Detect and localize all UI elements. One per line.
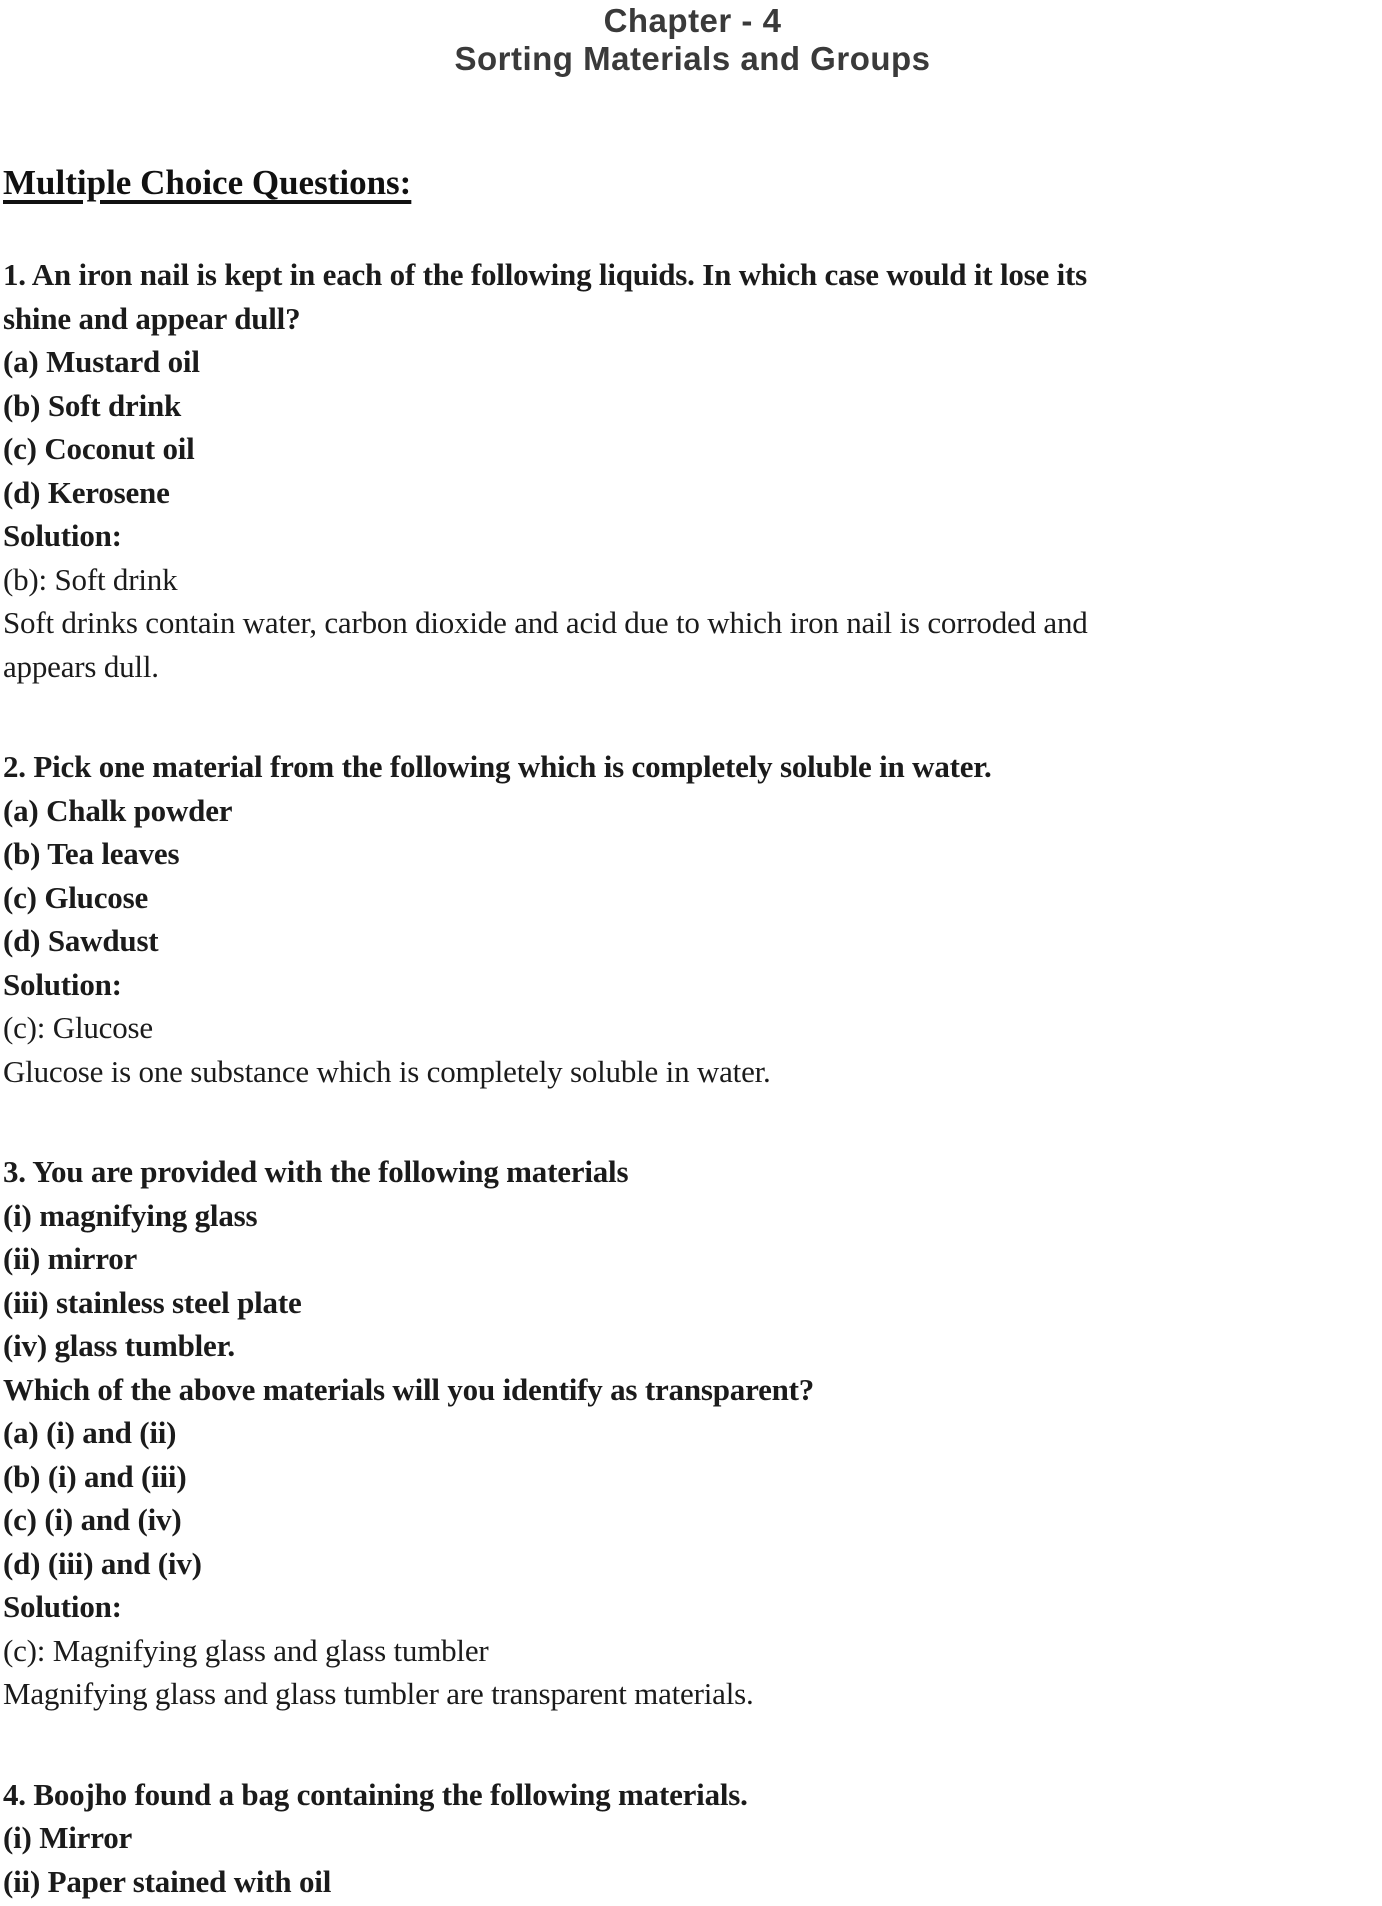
solution-label: Solution: <box>3 518 122 553</box>
option-line: (d) Kerosene <box>3 474 170 510</box>
solution-text-line: (b): Soft drink <box>3 561 178 597</box>
option-line: (c) Glucose <box>3 879 149 915</box>
questions-list <box>3 253 1382 1903</box>
material-item-line: (ii) mirror <box>3 1241 138 1276</box>
section-heading: Multiple Choice Questions: <box>3 163 412 202</box>
option-line: (c) Coconut oil <box>3 431 195 466</box>
question-block <box>3 745 1382 1093</box>
option-line: (b) Tea leaves <box>3 836 180 871</box>
question-text-line: shine and appear dull? <box>3 300 301 336</box>
solution-text-line: (c): Glucose <box>3 1010 153 1045</box>
solution-text-line: appears dull. <box>3 648 159 684</box>
solution-text-line: Glucose is one substance which is completely soluble in water. <box>3 1053 771 1089</box>
option-line: (c) (i) and (iv) <box>3 1502 182 1537</box>
chapter-title: Chapter - 4 <box>603 2 782 39</box>
material-item-line: (iii) stainless steel plate <box>3 1284 302 1320</box>
solution-label: Solution: <box>3 1589 122 1624</box>
document-header <box>3 2 1382 78</box>
material-item-line: (i) magnifying glass <box>3 1197 258 1233</box>
option-line: (d) (iii) and (iv) <box>3 1545 202 1581</box>
material-item-line: (i) Mirror <box>3 1820 133 1855</box>
option-line: (a) Chalk powder <box>3 792 233 828</box>
option-line: (a) Mustard oil <box>3 344 200 379</box>
material-item-line: (iv) glass tumbler. <box>3 1328 235 1363</box>
option-line: (b) (i) and (iii) <box>3 1458 187 1494</box>
material-item-line: (ii) Paper stained with oil <box>3 1863 332 1899</box>
question-text-line: 3. You are provided with the following materials <box>3 1154 629 1189</box>
solution-text-line: Soft drinks contain water, carbon dioxide and acid due to which iron nail is corroded and <box>3 605 1088 640</box>
question-text-line: 4. Boojho found a bag containing the following materials. <box>3 1776 748 1812</box>
option-line: (b) Soft drink <box>3 387 182 423</box>
question-text-line: 2. Pick one material from the following which is completely soluble in water. <box>3 749 992 784</box>
question-block <box>3 1773 1382 1904</box>
option-line: (d) Sawdust <box>3 923 159 958</box>
question-text-line: 1. An iron nail is kept in each of the following liquids. In which case would it lose its <box>3 257 1088 292</box>
solution-text-line: (c): Magnifying glass and glass tumbler <box>3 1632 489 1668</box>
question-block <box>3 253 1382 688</box>
question-subtext-line: Which of the above materials will you identify as transparent? <box>3 1371 815 1407</box>
question-block <box>3 1150 1382 1716</box>
solution-text-line: Magnifying glass and glass tumbler are transparent materials. <box>3 1676 754 1711</box>
solution-label: Solution: <box>3 966 122 1002</box>
option-line: (a) (i) and (ii) <box>3 1415 177 1450</box>
chapter-subtitle: Sorting Materials and Groups <box>454 40 931 77</box>
